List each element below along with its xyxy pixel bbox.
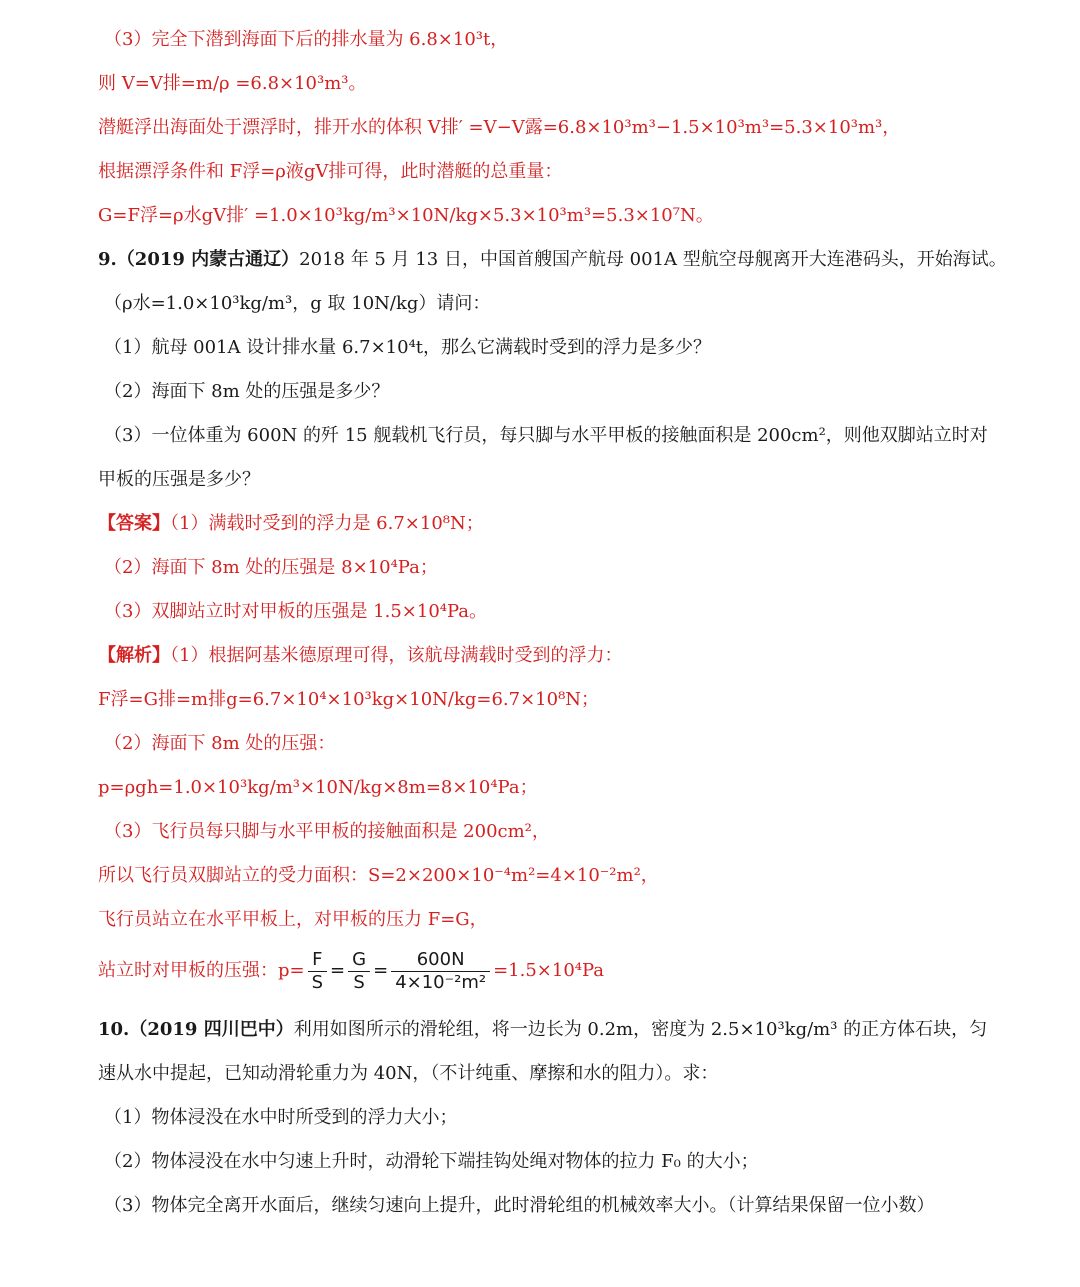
answer-2: （2）海面下 8m 处的压强是 8×10⁴Pa； (104, 557, 438, 578)
analysis-8-result: =1.5×10⁴Pa (493, 960, 605, 981)
question-9-text: 2018 年 5 月 13 日，中国首艘国产航母 001A 型航空母舰离开大连港码头，开始海试。 (299, 249, 1007, 270)
analysis-2: F浮=G排=m排g=6.7×10⁴×10³kg×10N/kg=6.7×10⁸N； (98, 689, 600, 710)
prev-answer-line-4: 根据漂浮条件和 F浮=ρ液gV排可得，此时潜艇的总重量： (98, 161, 563, 182)
answer-line-1 (98, 511, 484, 537)
fraction-2-denominator: S (353, 971, 365, 993)
fraction-3-denominator: 4×10⁻²m² (395, 971, 487, 993)
analysis-5: （3）飞行员每只脚与水平甲板的接触面积是 200cm²， (104, 821, 550, 842)
answer-tag: 【答案】 (98, 513, 170, 534)
fraction-3-numerator: 600N (391, 949, 490, 972)
question-10-part-2: （2）物体浸没在水中匀速上升时，动滑轮下端挂钩处绳对物体的拉力 F₀ 的大小； (104, 1151, 759, 1172)
question-10-source: （2019 四川巴中） (129, 1019, 294, 1040)
prev-answer-line-2: 则 V=V排=m/ρ =6.8×10³m³。 (98, 73, 367, 94)
fraction-value (391, 949, 490, 994)
analysis-3: （2）海面下 8m 处的压强： (104, 733, 336, 754)
equals-sign-2: = (373, 960, 389, 981)
fraction-f-over-s (308, 949, 327, 994)
fraction-g-over-s (348, 949, 370, 994)
question-9-part-3a: （3）一位体重为 600N 的歼 15 舰载机飞行员，每只脚与水平甲板的接触面积是 200cm²，则他双脚站立时对 (104, 425, 988, 446)
analysis-6: 所以飞行员双脚站立的受力面积：S=2×200×10⁻⁴m²=4×10⁻²m²， (98, 865, 659, 886)
question-9-number: 9. (98, 249, 117, 270)
fraction-2-numerator: G (348, 949, 370, 972)
question-9-part-2: （2）海面下 8m 处的压强是多少？ (104, 381, 390, 402)
prev-answer-line-3: 潜艇浮出海面处于漂浮时，排开水的体积 V排′ =V−V露=6.8×10³m³−1.5×10³m³=5.3×10³m³， (98, 117, 901, 138)
question-10-text-a: 利用如图所示的滑轮组，将一边长为 0.2m，密度为 2.5×10³kg/m³ 的正方体石块，匀 (293, 1019, 988, 1040)
question-9-given: （ρ水=1.0×10³kg/m³，g 取 10N/kg）请问： (104, 293, 491, 314)
fraction-1-numerator: F (308, 949, 327, 972)
question-10-text-b: 速从水中提起，已知动滑轮重力为 40N，（不计纯重、摩擦和水的阻力）。求： (98, 1063, 719, 1084)
prev-answer-line-1: （3）完全下潜到海面下后的排水量为 6.8×10³t， (104, 29, 509, 50)
analysis-7: 飞行员站立在水平甲板上，对甲板的压力 F=G， (98, 909, 488, 930)
question-9-header (98, 247, 1007, 273)
analysis-tag: 【解析】 (98, 645, 170, 666)
answer-1: （1）满载时受到的浮力是 6.7×10⁸N； (170, 513, 484, 534)
equals-sign-1: = (330, 960, 346, 981)
question-9-source: （2019 内蒙古通辽） (116, 249, 300, 270)
question-10-number: 10. (98, 1019, 130, 1040)
analysis-1: （1）根据阿基米德原理可得，该航母满载时受到的浮力： (170, 645, 623, 666)
analysis-line-1 (98, 643, 622, 669)
question-10-part-1: （1）物体浸没在水中时所受到的浮力大小； (104, 1107, 458, 1128)
question-10-header (98, 1017, 987, 1043)
question-10-part-3: （3）物体完全离开水面后，继续匀速向上提升，此时滑轮组的机械效率大小。（计算结果保留一位小数） (104, 1195, 935, 1216)
pressure-symbol: p= (278, 960, 305, 981)
analysis-8-formula (98, 947, 604, 995)
prev-answer-line-5: G=F浮=ρ水gV排′ =1.0×10³kg/m³×10N/kg×5.3×10³m³=5.3×10⁷N。 (98, 205, 714, 226)
analysis-8-lead: 站立时对甲板的压强： (98, 960, 278, 981)
question-9-part-3b: 甲板的压强是多少？ (98, 469, 260, 490)
question-9-part-1: （1）航母 001A 设计排水量 6.7×10⁴t，那么它满载时受到的浮力是多少？ (104, 337, 712, 358)
analysis-4: p=ρgh=1.0×10³kg/m³×10N/kg×8m=8×10⁴Pa； (98, 777, 538, 798)
answer-3: （3）双脚站立时对甲板的压强是 1.5×10⁴Pa。 (104, 601, 488, 622)
fraction-1-denominator: S (311, 971, 324, 993)
